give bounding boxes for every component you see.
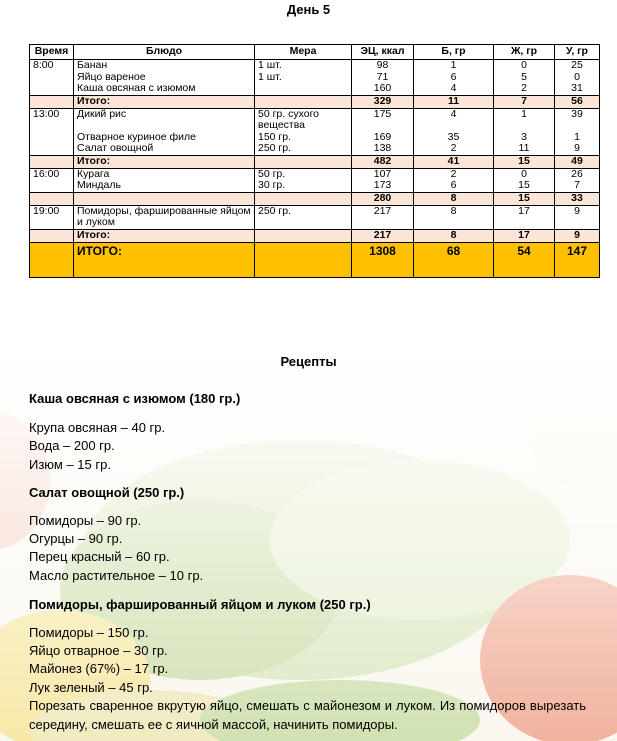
day-title: День 5 [286, 2, 331, 17]
header-protein: Б, гр [414, 45, 494, 60]
table-row [30, 143, 600, 155]
dish-protein: 2 [414, 143, 494, 155]
dish-kcal: 107 [352, 168, 414, 180]
subtotal-protein: 8 [414, 229, 494, 242]
dish-measure: 50 гр. сухого вещества [255, 108, 352, 132]
dish-fat: 3 [494, 132, 555, 144]
dish-protein: 2 [414, 168, 494, 180]
header-kcal: ЭЦ, ккал [352, 45, 414, 60]
dish-carbs: 1 [555, 132, 600, 144]
header-dish: Блюдо [74, 45, 255, 60]
meal-time: 8:00 [30, 60, 74, 72]
recipe-heading-salad: Салат овощной (250 гр.) [29, 485, 185, 500]
subtotal-kcal: 217 [352, 229, 414, 242]
grand-total-carbs: 147 [555, 242, 600, 277]
dish-carbs: 39 [555, 108, 600, 132]
ingredient-line: Масло растительное – 10 гр. [29, 568, 204, 583]
recipes-title: Рецепты [280, 354, 337, 369]
dish-protein: 6 [414, 180, 494, 192]
dish-carbs: 26 [555, 168, 600, 180]
ingredient-line: Огурцы – 90 гр. [29, 531, 123, 546]
subtotal-protein: 11 [414, 95, 494, 108]
dish-carbs: 25 [555, 60, 600, 72]
dish-carbs: 7 [555, 180, 600, 192]
dish-name: Отварное куриное филе [74, 132, 255, 144]
table-header-row [30, 45, 600, 60]
header-fat: Ж, гр [494, 45, 555, 60]
dish-measure: 30 гр. [255, 180, 352, 192]
dish-protein: 8 [414, 205, 494, 229]
dish-protein: 1 [414, 60, 494, 72]
dish-fat: 17 [494, 205, 555, 229]
dish-name: Миндаль [74, 180, 255, 192]
dish-name: Помидоры, фаршированные яйцом и луком [74, 205, 255, 229]
subtotal-kcal: 280 [352, 192, 414, 205]
dish-protein: 4 [414, 108, 494, 132]
dish-measure: 250 гр. [255, 143, 352, 155]
subtotal-fat: 15 [494, 192, 555, 205]
table-row [30, 60, 600, 72]
ingredient-line: Изюм – 15 гр. [29, 457, 111, 472]
dish-name: Каша овсяная с изюмом [74, 83, 255, 95]
dish-fat: 11 [494, 143, 555, 155]
subtotal-protein: 41 [414, 155, 494, 168]
dish-name: Дикий рис [74, 108, 255, 132]
subtotal-row [30, 229, 600, 242]
recipe-heading-oatmeal: Каша овсяная с изюмом (180 гр.) [29, 391, 241, 406]
ingredient-line: Помидоры – 90 гр. [29, 513, 142, 528]
dish-measure: 150 гр. [255, 132, 352, 144]
ingredient-line: Яйцо отварное – 30 гр. [29, 643, 168, 658]
dish-carbs: 0 [555, 72, 600, 84]
meal-table [29, 44, 600, 278]
ingredient-line: Помидоры – 150 гр. [29, 625, 149, 640]
dish-name: Яйцо вареное [74, 72, 255, 84]
dish-fat: 2 [494, 83, 555, 95]
subtotal-carbs: 33 [555, 192, 600, 205]
header-measure: Мера [255, 45, 352, 60]
subtotal-row [30, 155, 600, 168]
recipe-heading-tomatoes: Помидоры, фаршированный яйцом и луком (250 гр.) [29, 597, 371, 612]
subtotal-fat: 7 [494, 95, 555, 108]
dish-fat: 1 [494, 108, 555, 132]
dish-protein: 35 [414, 132, 494, 144]
subtotal-carbs: 9 [555, 229, 600, 242]
ingredient-line: Крупа овсяная – 40 гр. [29, 420, 166, 435]
subtotal-kcal: 329 [352, 95, 414, 108]
meal-time: 13:00 [30, 108, 74, 132]
dish-measure: 50 гр. [255, 168, 352, 180]
subtotal-label: Итого: [74, 229, 255, 242]
table-row [30, 108, 600, 132]
dish-kcal: 138 [352, 143, 414, 155]
subtotal-label [74, 192, 255, 205]
subtotal-kcal: 482 [352, 155, 414, 168]
table-row [30, 205, 600, 229]
recipe-instructions: Порезать сваренное вкрутую яйцо, смешать с майонезом и луком. Из помидоров вырезать середину, смешать ее с яичной массой, начинить помидоры. [29, 698, 586, 732]
dish-measure: 1 шт. [255, 72, 352, 84]
dish-measure [255, 83, 352, 95]
subtotal-row [30, 95, 600, 108]
table-row [30, 83, 600, 95]
header-carbs: У, гр [555, 45, 600, 60]
ingredient-line: Перец красный – 60 гр. [29, 549, 170, 564]
dish-fat: 15 [494, 180, 555, 192]
dish-carbs: 9 [555, 143, 600, 155]
subtotal-fat: 15 [494, 155, 555, 168]
dish-carbs: 9 [555, 205, 600, 229]
dish-fat: 0 [494, 168, 555, 180]
dish-kcal: 173 [352, 180, 414, 192]
dish-kcal: 160 [352, 83, 414, 95]
grand-total-protein: 68 [414, 242, 494, 277]
grand-total-row [30, 242, 600, 277]
dish-kcal: 175 [352, 108, 414, 132]
subtotal-protein: 8 [414, 192, 494, 205]
dish-name: Салат овощной [74, 143, 255, 155]
subtotal-carbs: 56 [555, 95, 600, 108]
grand-total-label: ИТОГО: [74, 242, 255, 277]
subtotal-fat: 17 [494, 229, 555, 242]
dish-kcal: 169 [352, 132, 414, 144]
dish-measure: 1 шт. [255, 60, 352, 72]
dish-protein: 4 [414, 83, 494, 95]
dish-fat: 5 [494, 72, 555, 84]
ingredient-line: Майонез (67%) – 17 гр. [29, 661, 169, 676]
meal-time: 19:00 [30, 205, 74, 229]
grand-total-fat: 54 [494, 242, 555, 277]
header-time: Время [30, 45, 74, 60]
dish-name: Курага [74, 168, 255, 180]
subtotal-label: Итого: [74, 95, 255, 108]
dish-measure: 250 гр. [255, 205, 352, 229]
table-row [30, 180, 600, 192]
subtotal-row [30, 192, 600, 205]
dish-protein: 6 [414, 72, 494, 84]
dish-fat: 0 [494, 60, 555, 72]
grand-total-kcal: 1308 [352, 242, 414, 277]
dish-name: Банан [74, 60, 255, 72]
dish-kcal: 98 [352, 60, 414, 72]
ingredient-line: Лук зеленый – 45 гр. [29, 680, 153, 695]
subtotal-carbs: 49 [555, 155, 600, 168]
subtotal-label: Итого: [74, 155, 255, 168]
dish-kcal: 217 [352, 205, 414, 229]
ingredient-line: Вода – 200 гр. [29, 438, 115, 453]
meal-time: 16:00 [30, 168, 74, 180]
dish-kcal: 71 [352, 72, 414, 84]
dish-carbs: 31 [555, 83, 600, 95]
